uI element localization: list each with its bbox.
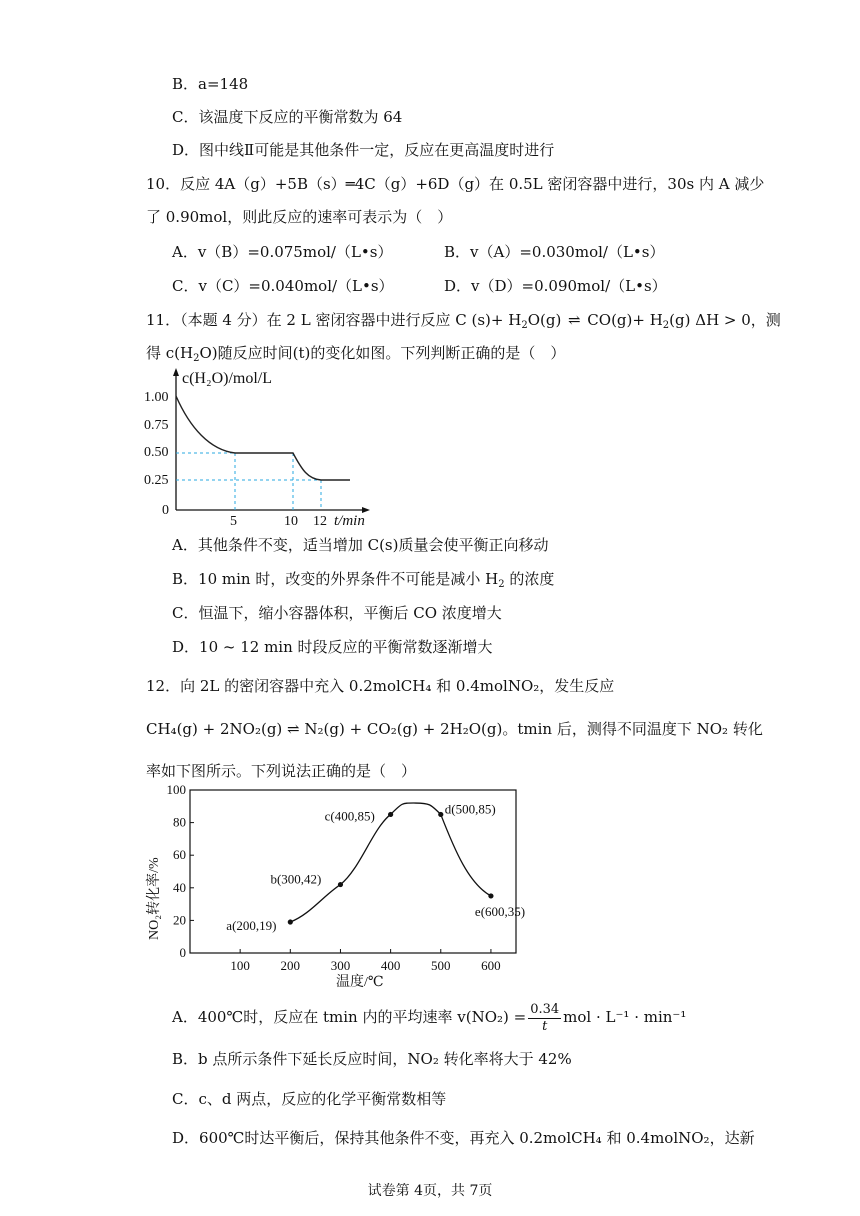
q9-option-b: B．a=148 <box>172 75 249 93</box>
q10-stem-line1: 10．反应 4A（g）+5B（s）═4C（g）+6D（g）在 0.5L 密闭容器中进行，30s 内 A 减少 <box>146 175 765 193</box>
q12-option-a-part: A．400℃时，反应在 tmin 内的平均速率 v(NO₂) = <box>172 1008 527 1026</box>
q12-option-c: C．c、d 两点，反应的化学平衡常数相等 <box>172 1090 447 1108</box>
chart1-y-arrow-icon <box>173 368 179 376</box>
chart2-point-label: e(600,35) <box>474 903 526 919</box>
chart2-curve <box>290 803 491 922</box>
chart1-curve <box>176 396 350 480</box>
chart1-ytick: 0.25 <box>144 473 169 488</box>
chart2-point <box>438 812 443 817</box>
equilibrium-arrow-icon: ⇌ <box>568 311 581 329</box>
q9-option-d: D．图中线Ⅱ可能是其他条件一定，反应在更高温度时进行 <box>172 141 555 159</box>
chart2-xtick-label: 600 <box>481 958 501 973</box>
q11-option-c: C．恒温下，缩小容器体积，平衡后 CO 浓度增大 <box>172 604 502 622</box>
chart1-ytick: 0 <box>162 503 169 518</box>
q11-stem-part: CO(g)+ H <box>587 311 663 329</box>
chart1-xtick: 10 <box>284 514 298 528</box>
chart2-ytick-label: 60 <box>173 847 186 863</box>
chart2-point <box>488 893 493 898</box>
q10-option-d: D．v（D）=0.090mol/（L•s） <box>444 277 667 295</box>
q11-stem-part: O(g) <box>527 311 562 329</box>
q10-option-c: C．v（C）=0.040mol/（L•s） <box>172 277 394 295</box>
q11-option-d: D．10 ~ 12 min 时段反应的平衡常数逐渐增大 <box>172 638 493 656</box>
chart2-point-label: a(200,19) <box>226 918 277 934</box>
q11-option-b: B．10 min 时，改变的外界条件不可能是减小 $H_2$ 的浓度 <box>172 570 555 590</box>
chart2-point-label: d(500,85) <box>444 801 496 817</box>
chart2-ytick-label: 100 <box>166 782 186 797</box>
q11-stem-part: O)随反应时间(t)的变化如图。下列判断正确的是（ ） <box>199 344 566 362</box>
chart2-xtick-label: 200 <box>280 958 301 973</box>
chart-c-h2o-vs-time <box>140 366 380 528</box>
chart2-xtick-label: 500 <box>431 958 451 973</box>
q11-stem-line2: 得 $c(H_2O)$随反应时间(t)的变化如图。下列判断正确的是（ ） <box>146 344 566 364</box>
chart2-point-label: b(300,42) <box>270 871 322 887</box>
q12-stem-part: tmin 后，测得不同温度下 NO₂ 转化 <box>517 720 763 738</box>
chart2-ytick-label: 80 <box>173 814 186 830</box>
q11-stem-part: 得 c(H <box>146 344 194 362</box>
q11-stem-line1: 11．（本题 4 分）在 2 L 密闭容器中进行反应 C $(s)+ H_2O(g)$ ⇌ $CO(g)+ H_2(g) \Delta H > 0$，测 <box>146 311 781 331</box>
chart1-xtick: 5 <box>230 514 237 528</box>
chart-no2-conversion <box>140 780 560 992</box>
q9-option-c: C．该温度下反应的平衡常数为 64 <box>172 108 403 126</box>
chart2-point <box>288 919 293 924</box>
chart2-xtick-label: 300 <box>330 958 351 973</box>
q10-stem-line2: 了 0.90mol，则此反应的速率可表示为（ ） <box>146 208 453 226</box>
q11-stem-part: 11．（本题 4 分）在 2 L 密闭容器中进行反应 C (s)+ H <box>146 311 522 329</box>
q11-stem-part: (g) ΔH > 0，测 <box>669 311 781 329</box>
q11-option-a: A．其他条件不变，适当增加 C(s)质量会使平衡正向移动 <box>172 536 549 554</box>
chart2-point-label: c(400,85) <box>324 808 375 824</box>
chart2-xtick-label: 100 <box>230 958 250 973</box>
chart1-xlabel: t/min <box>334 513 365 528</box>
chart2-ytick-label: 40 <box>173 879 186 895</box>
q12-option-a <box>172 1000 686 1035</box>
chart1-ytick: 1.00 <box>144 390 169 405</box>
chart1-ylabel: c(H₂O)/mol/L <box>182 370 272 387</box>
chart2-ytick-label: 0 <box>179 945 186 960</box>
chart2-xtick-label: 400 <box>380 958 401 973</box>
q12-equation: CH₄(g) + 2NO₂(g) ⇌ N₂(g) + CO₂(g) + 2H₂O(g)。 <box>146 720 518 738</box>
chart1-ytick: 0.50 <box>144 445 169 460</box>
chart2-ylabel: NO₂转化率/% <box>147 857 162 940</box>
q12-option-a-part: mol · L⁻¹ · min⁻¹ <box>563 1008 687 1026</box>
q11-option-b-part: B．10 min 时，改变的外界条件不可能是减小 H <box>172 570 499 588</box>
fraction-numerator: 0.34 <box>530 1001 560 1017</box>
q12-stem-line3: 率如下图所示。下列说法正确的是（ ） <box>146 762 417 780</box>
q12-stem-line2 <box>146 719 763 739</box>
chart2-point <box>388 812 393 817</box>
q12-option-d: D．600℃时达平衡后，保持其他条件不变，再充入 0.2molCH₄ 和 0.4molNO₂，达新 <box>172 1129 755 1147</box>
q10-option-b: B．v（A）=0.030mol/（L•s） <box>444 243 665 261</box>
q12-stem-line1: 12．向 2L 的密闭容器中充入 0.2molCH₄ 和 0.4molNO₂，发生反应 <box>146 677 615 695</box>
chart2-xlabel: 温度/℃ <box>336 975 384 990</box>
q10-option-a: A．v（B）=0.075mol/（L•s） <box>172 243 393 261</box>
chart1-xtick: 12 <box>313 514 327 528</box>
page-footer: 试卷第 4页，共 7页 <box>367 1183 493 1199</box>
chart2-point <box>338 882 343 887</box>
q12-option-b: B．b 点所示条件下延长反应时间，NO₂ 转化率将大于 42% <box>172 1050 572 1068</box>
fraction-denominator: t <box>542 1018 548 1034</box>
chart1-ytick: 0.75 <box>144 418 169 433</box>
chart2-ytick-label: 20 <box>173 912 186 928</box>
q11-option-b-part: 的浓度 <box>504 570 555 588</box>
fraction <box>528 1002 561 1035</box>
